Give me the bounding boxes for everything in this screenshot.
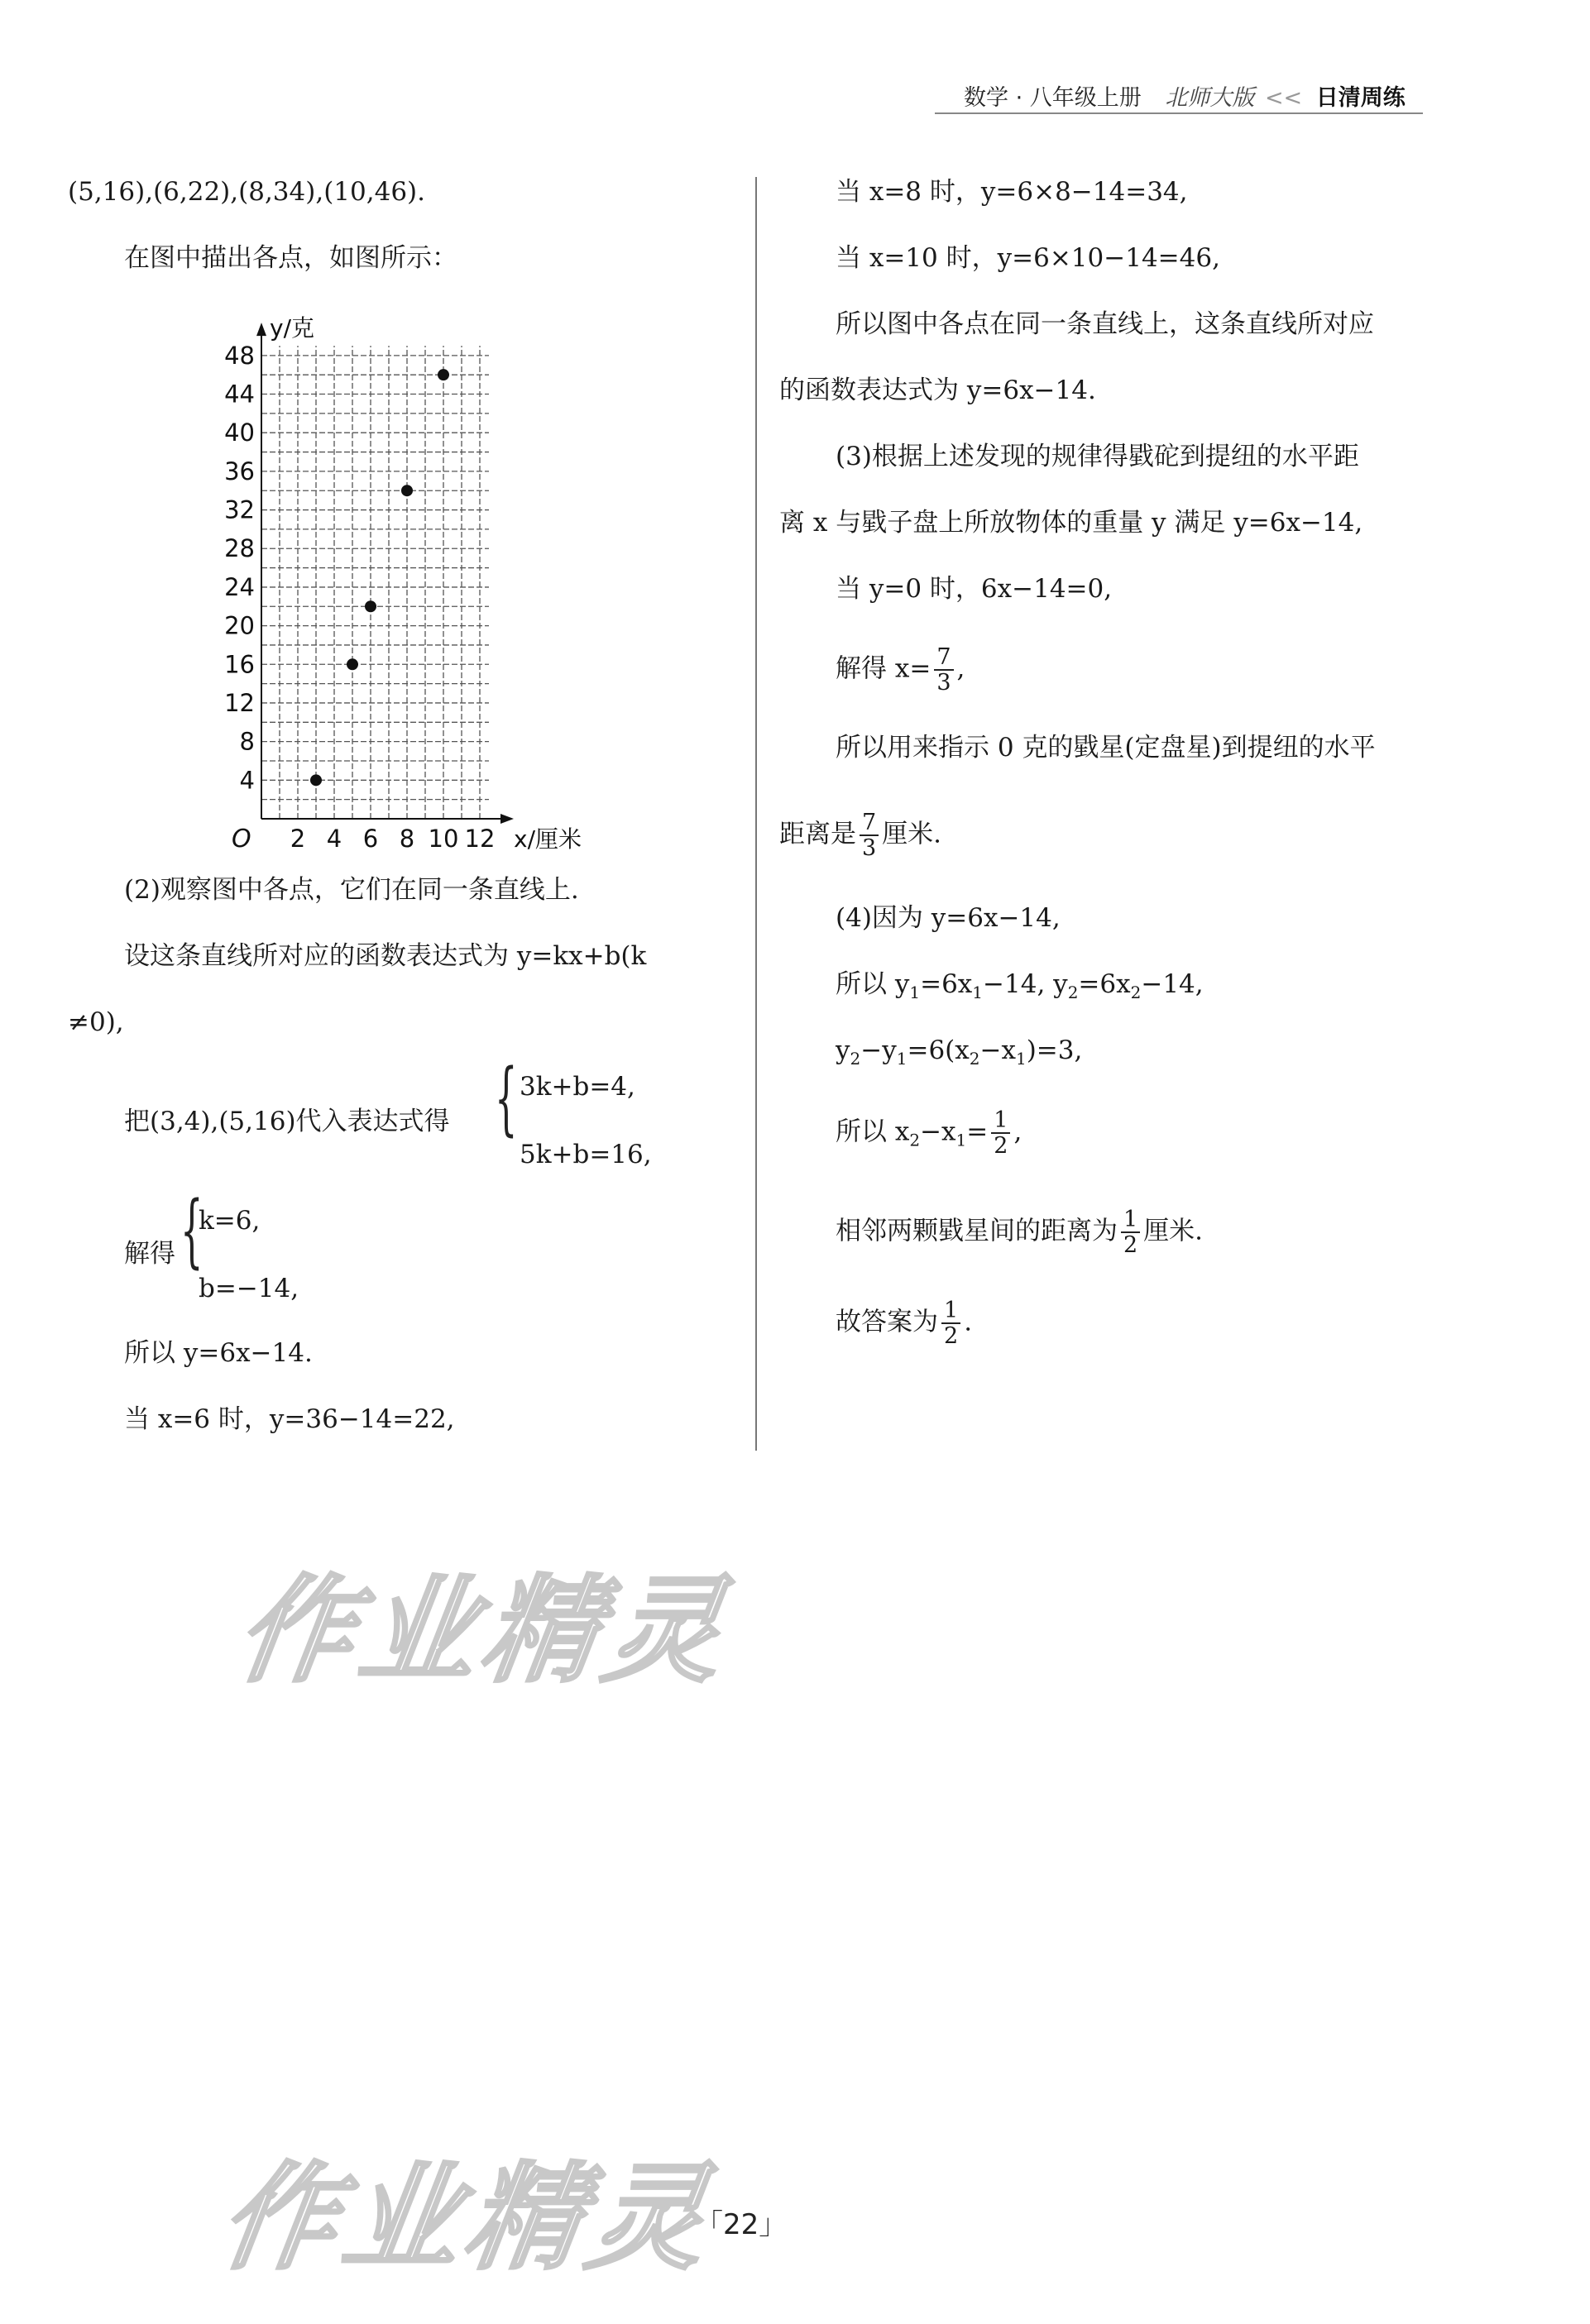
part2-assume-cont: ≠0),: [68, 1007, 124, 1037]
column-divider: [755, 177, 757, 1451]
fraction-denominator: 3: [936, 670, 951, 696]
t: ,: [1013, 1117, 1022, 1147]
data-point: [365, 600, 376, 612]
part4-line1: (4)因为 y=6x−14,: [836, 903, 1061, 933]
fraction-denominator: 3: [862, 835, 877, 861]
running-header: [964, 79, 1406, 112]
fraction-numerator: 1: [941, 1298, 960, 1324]
watermark-bottom: 作业精灵: [212, 2151, 721, 2286]
subscript: 1: [955, 1130, 967, 1150]
subscript: 2: [909, 1130, 921, 1150]
t: .: [964, 1307, 973, 1337]
part3-line1: (3)根据上述发现的规律得戥砣到提纽的水平距: [836, 442, 1359, 471]
part2-assume: 设这条直线所对应的函数表达式为 y=kx+b(k: [124, 941, 647, 971]
system2-eq1: k=6,: [199, 1206, 261, 1236]
header-arrows: <<: [1264, 85, 1303, 111]
x-tick-label: 4: [326, 825, 342, 853]
edition-label: 北师大版: [1165, 85, 1255, 111]
check-x6: 当 x=6 时，y=36−14=22,: [124, 1404, 455, 1434]
chart-ticks: [224, 342, 495, 853]
fraction-denominator: 2: [994, 1133, 1008, 1159]
t: −x: [920, 1117, 956, 1147]
scatter-chart: [223, 306, 582, 854]
part3-line3: 当 y=0 时，6x−14=0,: [836, 574, 1113, 604]
y-tick-label: 16: [224, 650, 255, 679]
page-number: 「22」: [695, 2208, 788, 2241]
points-list: (5,16),(6,22),(8,34),(10,46).: [68, 177, 425, 207]
t: 所以 x: [836, 1117, 910, 1147]
t: 所以 y: [836, 969, 910, 999]
y-axis-arrow: [256, 323, 266, 336]
data-point: [401, 485, 413, 496]
data-point: [438, 369, 449, 380]
subscript: 2: [1130, 983, 1142, 1003]
part4-line5: [836, 1207, 1203, 1257]
brand-label: 日清周练: [1315, 85, 1406, 111]
y-tick-label: 40: [224, 418, 255, 447]
part3-line2: 离 x 与戥子盘上所放物体的重量 y 满足 y=6x−14,: [779, 508, 1363, 538]
fraction: [991, 1108, 1010, 1158]
check-x10: 当 x=10 时，y=6×10−14=46,: [836, 243, 1220, 273]
part4-answer: [836, 1298, 972, 1348]
conclusion-line2: 的函数表达式为 y=6x−14.: [779, 375, 1096, 405]
fraction: [941, 1298, 960, 1348]
part2-observation: (2)观察图中各点，它们在同一条直线上.: [124, 875, 579, 905]
x-tick-label: 10: [428, 825, 459, 853]
y-tick-label: 8: [239, 727, 255, 756]
part3-solve: [836, 645, 965, 695]
chart-points: [310, 369, 449, 786]
plot-instruction: 在图中描出各点，如图所示：: [124, 243, 457, 273]
y-tick-label: 20: [224, 611, 255, 640]
y-tick-label: 36: [224, 457, 255, 485]
subscript: 2: [850, 1049, 861, 1069]
fraction: [860, 811, 879, 860]
y-tick-label: 48: [224, 341, 255, 370]
check-x8: 当 x=8 时，y=6×8−14=34,: [836, 177, 1188, 207]
subscript: 1: [909, 983, 921, 1003]
t: y: [836, 1035, 850, 1065]
subscript: 2: [969, 1049, 980, 1069]
subscript: 1: [896, 1049, 908, 1069]
fraction-numerator: 1: [991, 1108, 1010, 1134]
y-tick-label: 28: [224, 534, 255, 563]
y-tick-label: 24: [224, 572, 255, 601]
fraction-numerator: 7: [860, 811, 879, 836]
part4-line2: [836, 968, 1204, 1009]
subscript: 1: [1015, 1049, 1027, 1069]
fraction-denominator: 2: [1123, 1232, 1138, 1258]
t: =6x: [1078, 969, 1131, 999]
t: =: [966, 1117, 989, 1147]
part3-distance-unit: 厘米.: [882, 819, 942, 849]
fraction: [934, 645, 953, 695]
x-axis-arrow: [500, 814, 514, 824]
part3-distance: [779, 811, 941, 860]
subscript: 1: [972, 983, 984, 1003]
t: −y: [860, 1035, 897, 1065]
y-axis-label: y/克: [270, 314, 315, 342]
t: 厘米.: [1143, 1216, 1204, 1246]
x-tick-label: 2: [290, 825, 306, 853]
part3-solve-end: ,: [956, 653, 965, 684]
x-tick-label: 8: [399, 825, 415, 853]
y-tick-label: 44: [224, 380, 255, 409]
part4-line4: [836, 1108, 1022, 1158]
result-function: 所以 y=6x−14.: [124, 1338, 313, 1368]
header-rule: [935, 112, 1423, 114]
part3-distance-text: 距离是: [779, 819, 856, 849]
y-tick-label: 32: [224, 495, 255, 524]
t: 故答案为: [836, 1307, 938, 1337]
fraction-denominator: 2: [944, 1323, 959, 1349]
t: )=3,: [1026, 1035, 1083, 1065]
book-title: 数学 · 八年级上册: [964, 85, 1142, 111]
system-brace-2: {: [180, 1184, 204, 1277]
t: −14, y: [983, 969, 1068, 999]
x-axis-label: x/厘米: [514, 825, 582, 853]
system1-eq2: 5k+b=16,: [520, 1140, 652, 1169]
part4-line3: [836, 1034, 1082, 1075]
watermark-top: 作业精灵: [228, 1564, 738, 1699]
subscript: 2: [1067, 983, 1079, 1003]
system-brace-1: {: [495, 1052, 518, 1145]
solve-text: 解得: [124, 1239, 175, 1269]
t: −14,: [1141, 969, 1204, 999]
origin-label: O: [232, 825, 251, 854]
y-tick-label: 4: [239, 766, 255, 795]
fraction-numerator: 7: [934, 645, 953, 671]
part3-line5: 所以用来指示 0 克的戥星(定盘星)到提纽的水平: [836, 733, 1376, 763]
system2-eq2: b=−14,: [199, 1274, 299, 1303]
t: 相邻两颗戥星间的距离为: [836, 1216, 1118, 1246]
substitute-text: 把(3,4),(5,16)代入表达式得: [124, 1107, 450, 1136]
x-tick-label: 12: [464, 825, 496, 853]
fraction-numerator: 1: [1121, 1207, 1140, 1233]
chart-grid: [261, 346, 489, 819]
y-tick-label: 12: [224, 688, 255, 717]
x-tick-label: 6: [362, 825, 379, 853]
t: =6x: [920, 969, 973, 999]
conclusion-line1: 所以图中各点在同一条直线上，这条直线所对应: [836, 309, 1374, 339]
t: =6(x: [907, 1035, 970, 1065]
fraction: [1121, 1207, 1140, 1257]
part3-solve-text: 解得 x=: [836, 653, 931, 684]
data-point: [310, 774, 322, 786]
data-point: [347, 658, 358, 670]
system1-eq1: 3k+b=4,: [520, 1072, 635, 1102]
t: −x: [979, 1035, 1016, 1065]
